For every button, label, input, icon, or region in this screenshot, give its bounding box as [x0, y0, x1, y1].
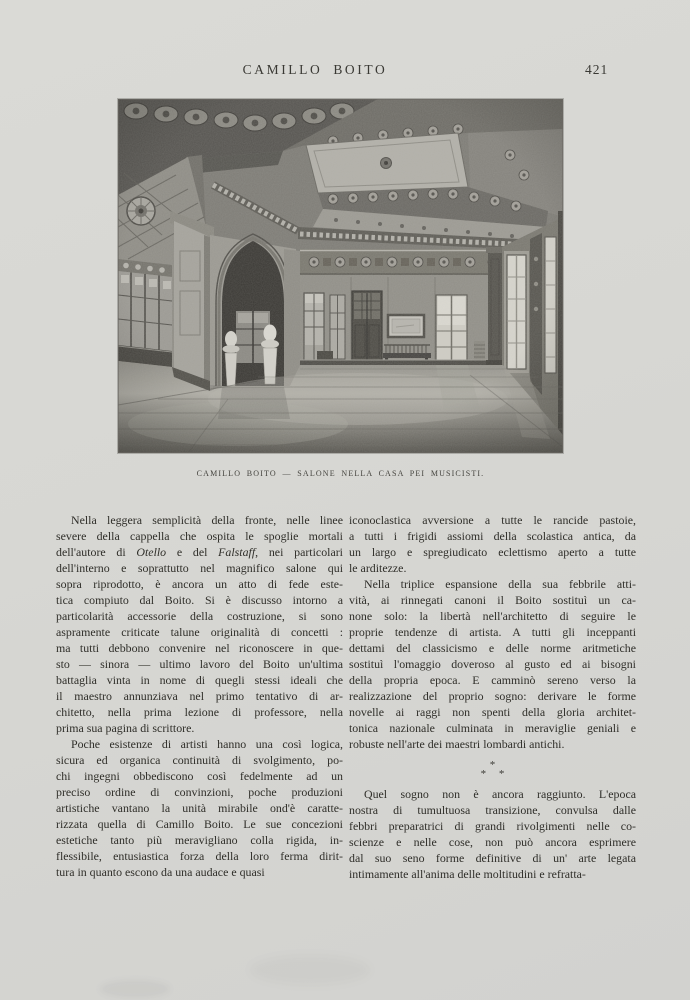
text-line: le arditezze.: [349, 561, 407, 575]
text-line: il maestro annunziava nel primo tentativo di ar-: [56, 689, 343, 703]
text-line: vità, ai rinnegati canoni il Boito sostituì un ca-: [349, 593, 636, 607]
asterism-divider: * * *: [480, 759, 510, 780]
text-line: dettami del classicismo e delle norme aritmetiche: [349, 641, 636, 655]
text-line: tura in quanto escono da una audace e quasi: [56, 865, 265, 879]
paragraph: [349, 786, 636, 882]
text-line: sicura ed organica continuità di svolgimento, po-: [56, 753, 343, 767]
text-line: particolarità accessorie della costruzione, si sono: [56, 609, 343, 623]
text-line: preciso ordine di convinzioni, poche produzioni: [56, 785, 343, 799]
text-line: realizzazione del proprio sogno: derivare le forme: [349, 689, 636, 703]
text-line: ma tutti debbono convenire nel riconoscere in que-: [56, 641, 343, 655]
text-line: proprie tendenze di artista. A tutti gli inceppanti: [349, 625, 636, 639]
paragraph: [349, 576, 636, 752]
paragraph: [56, 512, 343, 736]
figure-photo: [118, 99, 563, 453]
paragraph: [56, 736, 343, 880]
text-line: sto — sinora — ultimo lavoro del Boito un'ultima: [56, 657, 343, 671]
text-line: chi ingegni obbediscono così fedelmente ad un: [56, 769, 343, 783]
text-line: Poche esistenze di artisti hanno una così logica,: [71, 737, 343, 751]
paper-smudge: [100, 980, 170, 998]
text-line: un largo e spregiudicato eclettismo aperto a tutte: [349, 545, 636, 559]
text-line: febbri preparatrici di grandi rivolgimenti nelle co-: [349, 819, 636, 833]
text-line: battaglia vinta in nome di quegli stessi ideali che: [56, 673, 343, 687]
text-line: sostituì l'omaggio doveroso al gusto ed ai bisogni: [349, 657, 636, 671]
text-line: dal suo seno forme definitive di un' arte legata: [349, 851, 636, 865]
text-line: della propria epoca. E camminò sereno verso la: [349, 673, 636, 687]
text-line: none solo: la libertà nell'architetto di seguire le: [349, 609, 636, 623]
text-column-right: [349, 512, 636, 882]
text-line: flessibile, entusiastica forza della loro ferma dirit-: [56, 849, 343, 863]
text-line: artistiche vantano la unità mirabile ond'è caratte-: [56, 801, 343, 815]
text-line: sopra riprodotto, è ancora un atto di fede este-: [56, 577, 343, 591]
text-line: aspramente criticate talune originalità di concetti :: [56, 625, 343, 639]
paper-smudge: [250, 955, 370, 985]
text-line: nostra di tumultuosa transizione, convulsa dalle: [349, 803, 636, 817]
text-line: a tutti i frigidi assiomi della scolastica antica, da: [349, 529, 636, 543]
text-line: scienze e nelle cose, non può ancora esprimere: [349, 835, 636, 849]
text-line: estetiche tanto più meravigliano colla rigida, in-: [56, 833, 343, 847]
hall-photograph-image: [118, 99, 563, 453]
figure-caption: CAMILLO BOITO — SALONE NELLA CASA PEI MUSICISTI.: [196, 469, 485, 478]
text-line: tica compiuto dal Boito. Si è discusso intorno a: [56, 593, 343, 607]
text-line: tonica nazionale culminata in meraviglie geniali e: [349, 721, 636, 735]
text-line: dell'interno e soprattutto nel magnifico salone qui: [56, 561, 343, 575]
text-line: iconoclastica avversione a tutte le rancide pastoie,: [349, 513, 636, 527]
text-line: severe della cappella che ospita le spoglie mortali: [56, 529, 343, 543]
text-line: intimamente all'anima delle moltitudini e refratta-: [349, 867, 586, 881]
text-line: chitetto, nella prima lezione di professore, nella: [56, 705, 343, 719]
text-line: robuste nell'arte dei maestri lombardi antichi.: [349, 737, 565, 751]
text-line: Quel sogno non è ancora raggiunto. L'epoca: [364, 787, 636, 801]
page-title: CAMILLO BOITO: [242, 62, 388, 77]
text-line: dell'autore di Otello e del Falstaff, nei particolari: [56, 545, 343, 559]
text-line: prima sua pagina di scrittore.: [56, 721, 195, 735]
paragraph: [349, 512, 636, 576]
page-number: 421: [585, 62, 609, 77]
text-line: Nella leggera semplicità della fronte, nelle linee: [71, 513, 343, 527]
text-line: novelle ai raggi non spenti della gloria architet-: [349, 705, 636, 719]
text-line: rizzata quella di Camillo Boito. Le sue concezioni: [56, 817, 343, 831]
text-line: Nella triplice espansione della sua febbrile atti-: [364, 577, 636, 591]
text-column-left: [56, 512, 343, 880]
